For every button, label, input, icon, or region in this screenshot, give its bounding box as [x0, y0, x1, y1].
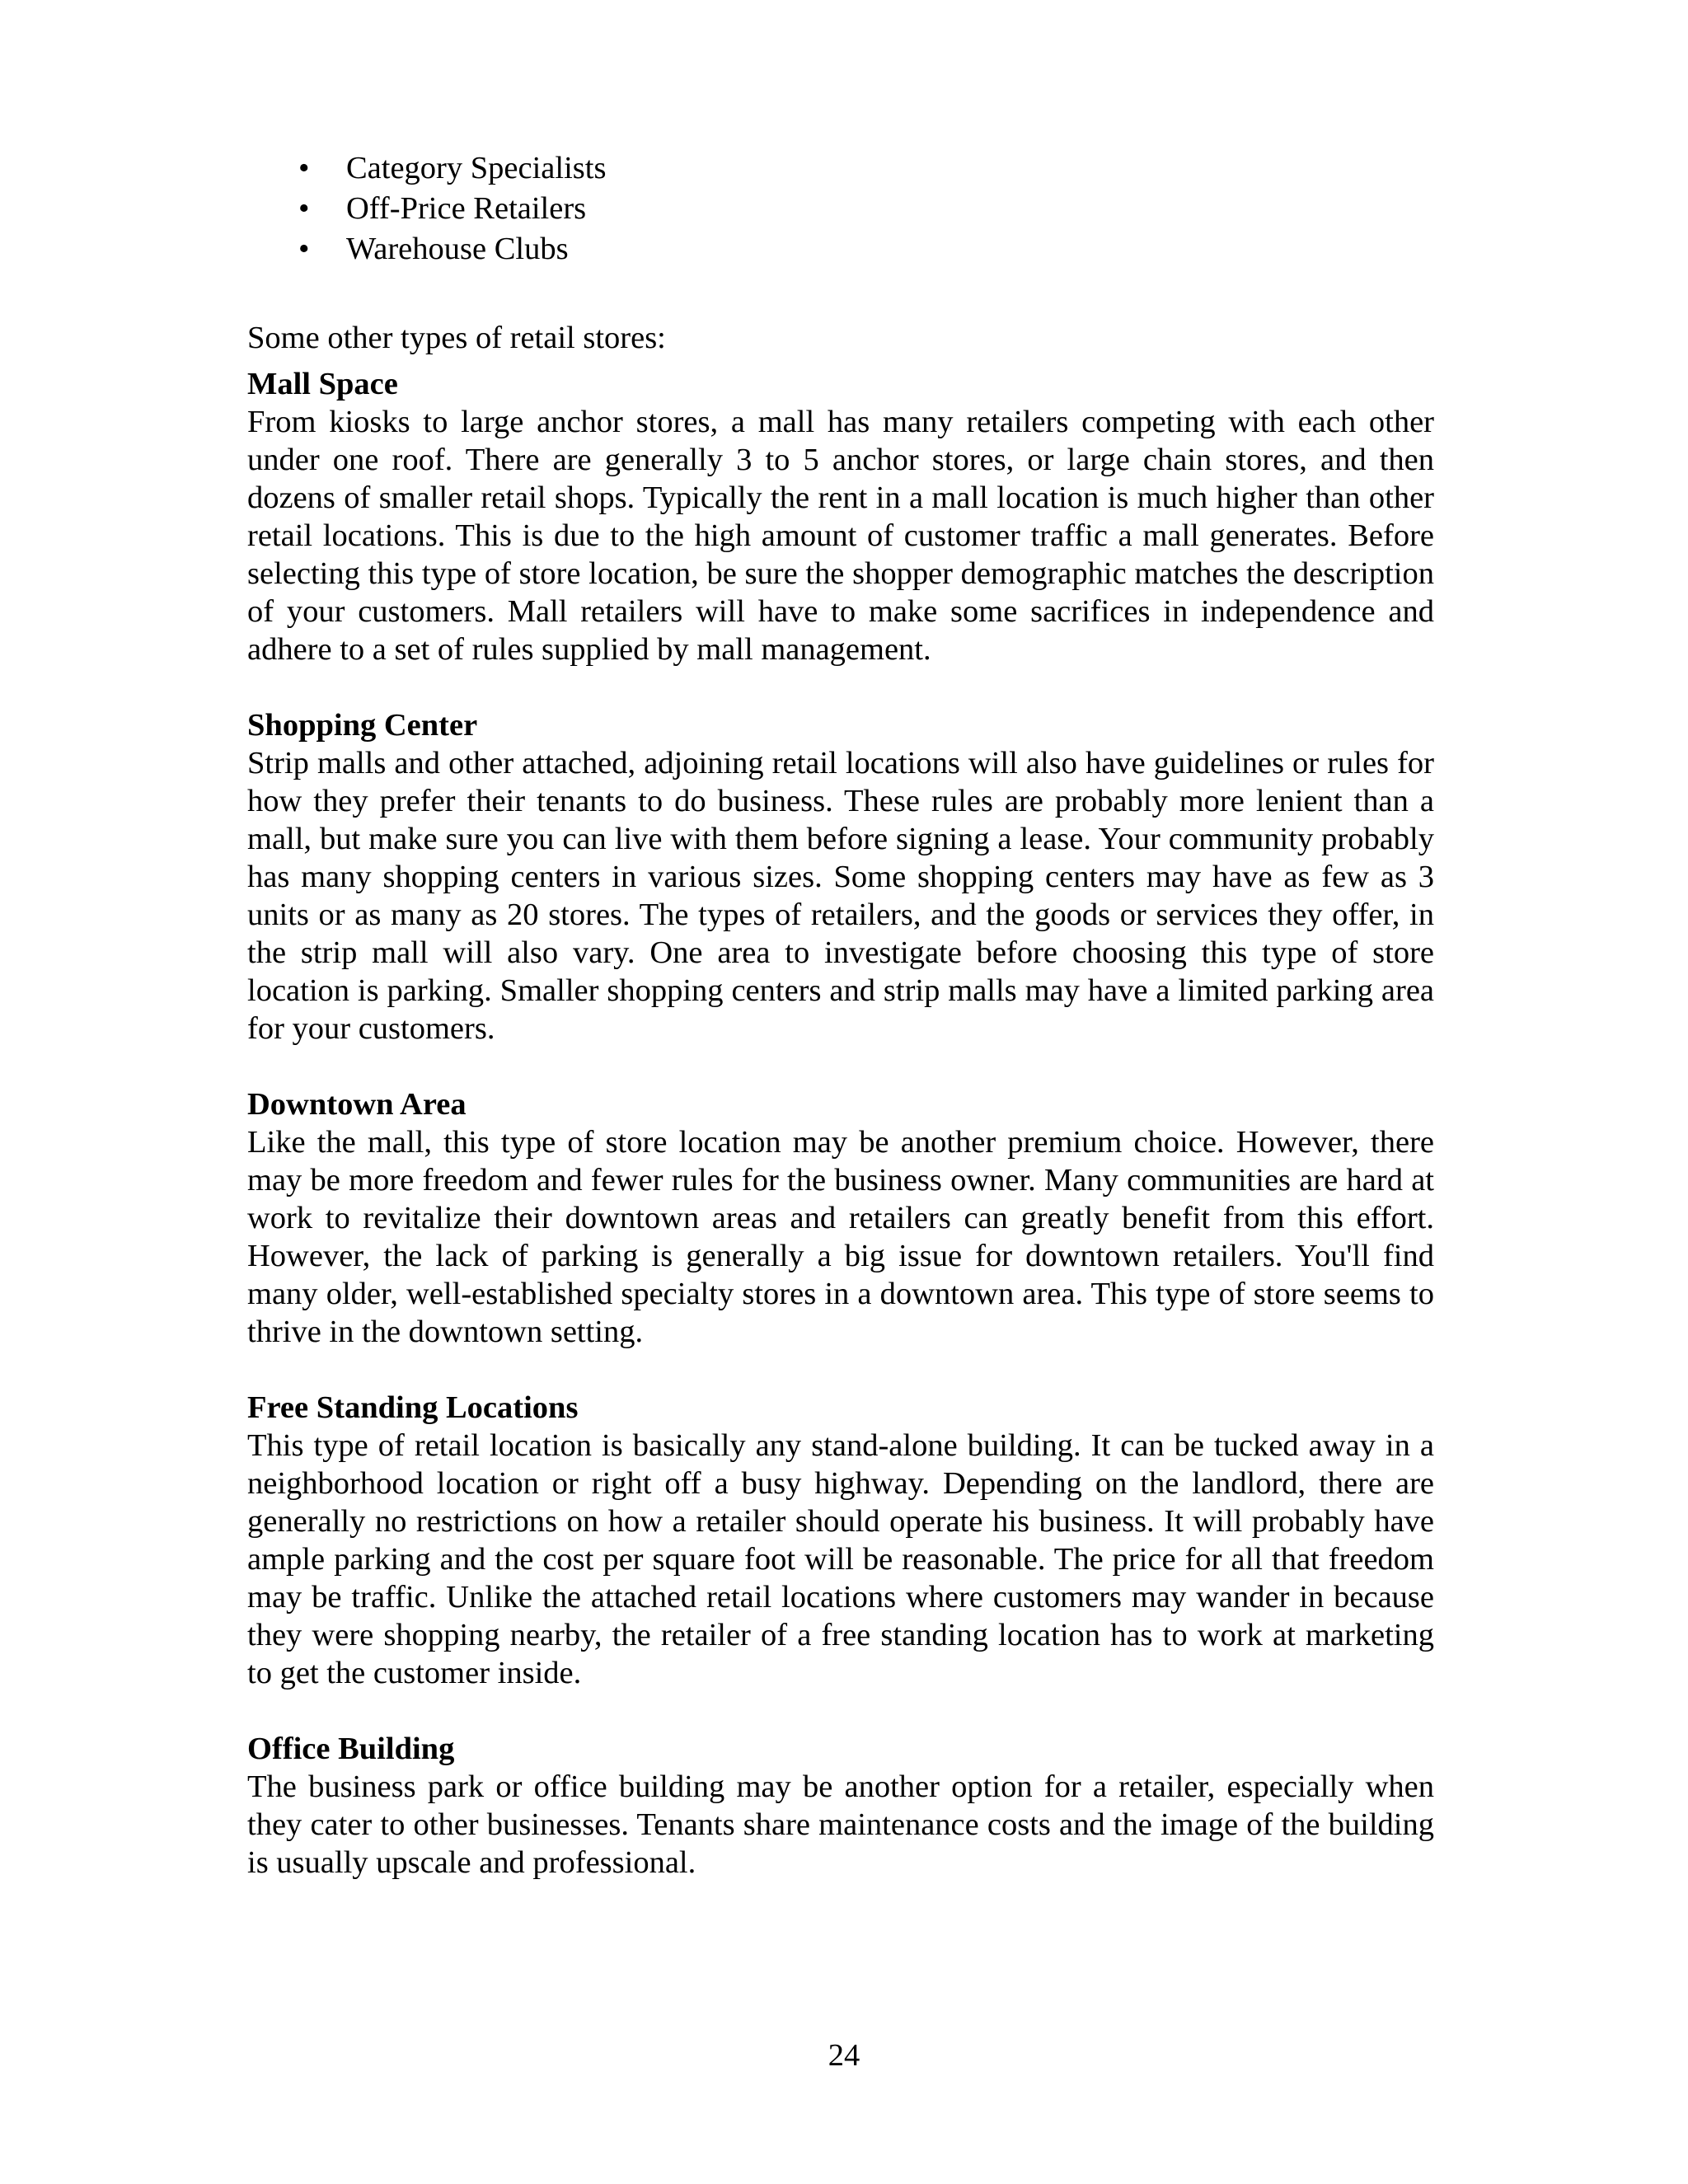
list-item-text: Category Specialists: [346, 151, 607, 185]
section-office-building: [247, 1730, 1434, 1882]
section-body: Like the mall, this type of store location may be another premium choice. However, there may be more freedom and fewer rules for the business owner. Many communities are hard at work to revitalize their downtown areas and retailers can greatly benefit from this effort. However, the lack of parking is generally a big issue for downtown retailers. You'll find many older, well-established specialty stores in a downtown area. This type of store seems to thrive in the downtown setting.: [247, 1125, 1434, 1349]
section-heading: Free Standing Locations: [247, 1390, 579, 1425]
bullet-list: [247, 148, 1434, 269]
section-heading: Office Building: [247, 1732, 455, 1766]
list-item-text: Warehouse Clubs: [346, 232, 569, 266]
section-free-standing-locations: [247, 1389, 1434, 1692]
section-heading: Downtown Area: [247, 1087, 467, 1122]
section-heading: Mall Space: [247, 367, 398, 401]
page-content: [247, 148, 1434, 1919]
section-body: This type of retail location is basically any stand-alone building. It can be tucked away in a neighborhood location or right off a busy highway. Depending on the landlord, there are generally no restrictions on how a retailer should operate his business. It will probably have ample parking and the cost per square foot will be reasonable. The price for all that freedom may be traffic. Unlike the attached retail locations where customers may wander in because they were shopping nearby, the retailer of a free standing location has to work at marketing to get the customer inside.: [247, 1428, 1434, 1690]
section-body: The business park or office building may be another option for a retailer, especially when they cater to other businesses. Tenants share maintenance costs and the image of the building is usually upscale and professional.: [247, 1769, 1434, 1880]
section-downtown-area: [247, 1085, 1434, 1351]
list-item: [247, 148, 1434, 189]
page-number: 24: [828, 2038, 860, 2073]
bullet-icon: •: [298, 191, 310, 226]
section-shopping-center: [247, 706, 1434, 1047]
section-body: Strip malls and other attached, adjoining retail locations will also have guidelines or rules for how they prefer their tenants to do business. These rules are probably more lenient than a mall, but make sure you can live with them before signing a lease. Your community probably has many shopping centers in various sizes. Some shopping centers may have as few as 3 units or as many as 20 stores. The types of retailers, and the goods or services they offer, in the strip mall will also vary. One area to investigate before choosing this type of store location is parking. Smaller shopping centers and strip malls may have a limited parking area for your customers.: [247, 746, 1434, 1046]
bullet-icon: •: [298, 151, 310, 185]
list-item-text: Off-Price Retailers: [346, 191, 587, 226]
section-heading: Shopping Center: [247, 708, 478, 743]
section-body: From kiosks to large anchor stores, a mall has many retailers competing with each other under one roof. There are generally 3 to 5 anchor stores, or large chain stores, and then dozens of smaller retail shops. Typically the rent in a mall location is much higher than other retail locations. This is due to the high amount of customer traffic a mall generates. Before selecting this type of store location, be sure the shopper demographic matches the description of your customers. Mall retailers will have to make some sacrifices in independence and adhere to a set of rules supplied by mall management.: [247, 405, 1434, 667]
list-item: [247, 189, 1434, 229]
section-mall-space: [247, 365, 1434, 668]
intro-text: Some other types of retail stores:: [247, 321, 666, 355]
list-item: [247, 229, 1434, 269]
bullet-icon: •: [298, 232, 310, 266]
